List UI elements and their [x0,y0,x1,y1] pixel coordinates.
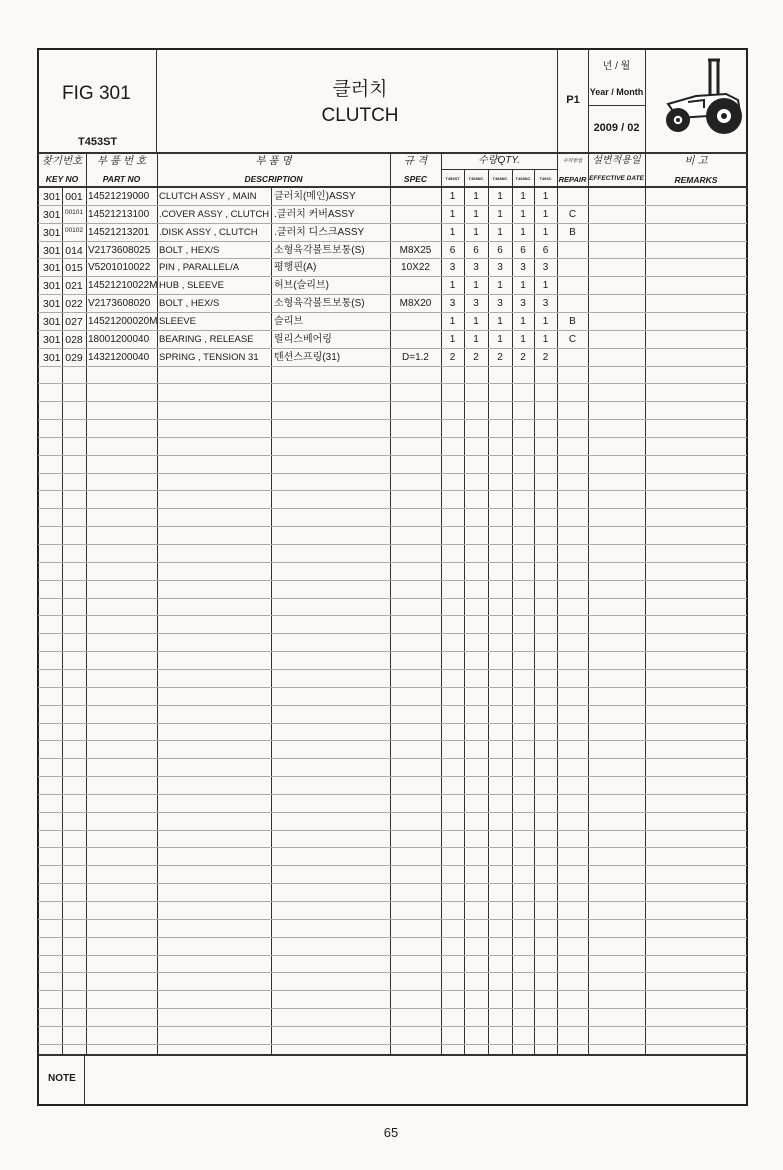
quantity: 1 [542,333,549,345]
quantity: 1 [497,333,503,345]
key-number: 015 [65,262,83,275]
description-english: SLEEVE [159,315,196,327]
row-rule [38,687,747,688]
row-rule [38,348,747,349]
row-rule [38,330,747,331]
quantity: 1 [449,280,456,292]
row-rule [38,901,747,902]
description-korean: 슬리브 [274,315,303,327]
quantity: 1 [497,226,503,238]
description-english: BOLT , HEX/S [159,244,220,256]
qty-model-3: T483NC [492,176,508,181]
key-number: 014 [65,244,83,257]
description-header-korean: 부 품 명 [255,155,292,167]
row-rule [38,312,747,313]
quantity: 2 [449,351,456,363]
part-number: 14321200040 [88,351,150,363]
row-rule [38,383,747,384]
key-number: 021 [65,280,83,293]
row-rule [38,258,747,259]
row-rule [38,615,747,616]
quantity: 3 [520,262,526,274]
repair-right-divider [588,49,589,1054]
description-english: BEARING , RELEASE [159,333,254,345]
part-number: 18001200040 [88,333,150,345]
row-rule [38,955,747,956]
quantity: 2 [473,351,479,363]
spec-header: SPEC [403,174,428,184]
quantity: 1 [473,333,479,345]
qty-right-divider [557,49,558,1054]
note-divider [84,1054,85,1105]
key-number: 028 [65,333,83,346]
row-rule [38,241,747,242]
description-korean: 클러치(메인)ASSY [274,191,356,202]
row-rule [38,294,747,295]
row-rule [38,883,747,884]
quantity: 3 [542,298,549,310]
column-divider [271,187,272,1054]
row-rule [38,633,747,634]
description-korean: 릴리스베어링 [274,333,332,345]
description-korean: 허브(슬리브) [274,280,329,292]
repair-code: C [568,333,577,345]
fig-number: 301 [43,244,61,257]
row-rule [38,508,747,509]
revision-date: 2009 / 02 [593,122,640,134]
description-korean: 소형육각볼트보통(S) [274,244,365,256]
quantity: 1 [449,208,456,220]
quantity: 1 [473,191,479,202]
quantity: 3 [449,262,456,274]
row-rule [38,794,747,795]
quantity: 1 [473,280,479,292]
row-rule [38,847,747,848]
fig-number: 301 [43,280,61,293]
quantity: 1 [449,226,456,238]
spec: M8X25 [399,244,432,256]
quantity: 1 [542,208,549,220]
quantity: 1 [520,191,526,202]
fig-number: 301 [43,262,61,275]
key-number: 022 [65,298,83,311]
row-rule [38,758,747,759]
quantity: 1 [542,280,549,292]
part-number: V2173608025 [88,244,151,256]
row-rule [38,223,747,224]
row-rule [38,865,747,866]
row-rule [38,830,747,831]
effective-date-header-korean: 설변적용일 [592,155,641,166]
row-rule [38,669,747,670]
description-korean: .클러치 디스크ASSY [274,226,365,238]
row-rule [38,455,747,456]
key-number: 00102 [64,226,84,234]
fig-number: 301 [43,333,61,346]
row-rule [38,1008,747,1009]
quantity: 1 [497,208,503,220]
row-rule [38,562,747,563]
quantity: 6 [449,244,456,256]
qty-model-1: T453ST [445,176,460,181]
key-number: 00101 [64,208,84,216]
spec: 10X22 [401,262,430,274]
repair-code: C [568,208,577,220]
key-number: 001 [65,191,83,203]
header-divider [156,49,157,152]
row-rule [38,740,747,741]
key-no-header-korean: 찾기번호 [41,155,83,167]
quantity: 1 [542,226,549,238]
parts-list-frame [37,48,748,1106]
effective-date-header: EFFECTIVE DATE [589,175,644,182]
quantity: 1 [520,208,526,220]
quantity: 2 [497,351,503,363]
note-top-rule [38,1054,747,1056]
quantity: 3 [497,298,503,310]
row-rule [38,812,747,813]
part-number: 14521219000 [88,191,150,202]
description-english: HUB , SLEEVE [159,280,224,292]
year-month-korean: 년 / 월 [602,61,631,72]
quantity: 1 [449,191,456,202]
row-rule [38,723,747,724]
part-number: 14521213100 [88,208,150,220]
repair-header-korean: 수리방법 [562,158,583,164]
quantity: 1 [473,226,479,238]
quantity: 1 [497,280,503,292]
fig-number: 301 [43,298,61,311]
row-rule [38,972,747,973]
quantity: 1 [449,315,456,327]
title-english: CLUTCH [321,105,399,126]
row-rule [38,401,747,402]
row-rule [38,919,747,920]
row-rule [38,776,747,777]
part-number: V2173608020 [88,298,151,310]
quantity: 1 [520,226,526,238]
date-divider [588,105,645,106]
quantity: 1 [542,315,549,327]
column-header-bottom-rule [38,186,747,188]
note-label: NOTE [48,1073,76,1084]
fig-number: 301 [43,351,61,364]
part-no-header-korean: 부 품 번 호 [96,155,147,167]
row-rule [38,473,747,474]
row-rule [38,544,747,545]
quantity: 1 [449,333,456,345]
remarks-header: REMARKS [674,175,718,185]
page-code: P1 [566,94,580,106]
part-number: 14521200020M [88,315,158,327]
quantity: 1 [520,280,526,292]
row-rule [38,526,747,527]
key-number: 029 [65,351,83,364]
spec: D=1.2 [402,351,429,363]
fig-number: 301 [43,191,61,203]
quantity: 3 [497,262,503,274]
header-bottom-rule [38,152,747,154]
repair-code: B [569,226,576,238]
fig-number: 301 [43,208,61,221]
row-rule [38,490,747,491]
quantity: 1 [542,191,549,202]
qty-model-2: T453NC [468,176,484,181]
quantity: 2 [520,351,526,363]
quantity: 1 [473,315,479,327]
spec: M8X20 [399,298,432,310]
description-korean: .클러치 커버ASSY [274,208,355,220]
key-number: 027 [65,315,83,328]
qty-subheader-rule [441,169,557,170]
quantity: 3 [473,298,479,310]
quantity: 6 [497,244,503,256]
description-english: PIN , PARALLEL/A [159,262,240,274]
model-code: T453ST [78,136,118,148]
fig-number: 301 [43,226,61,239]
row-rule [38,990,747,991]
quantity: 3 [473,262,479,274]
effective-right-divider [645,49,646,1054]
description-english: SPRING , TENSION 31 [159,351,259,363]
qty-header: 수량QTY. [478,155,520,166]
quantity: 1 [497,315,503,327]
description-english: CLUTCH ASSY , MAIN [159,191,257,202]
row-rule [38,276,747,277]
row-rule [38,580,747,581]
repair-header: REPAIR [558,175,587,184]
quantity: 6 [542,244,549,256]
quantity: 1 [473,208,479,220]
row-rule [38,598,747,599]
row-rule [38,366,747,367]
row-rule [38,419,747,420]
description-korean: 평행핀(A) [274,262,317,274]
part-number: 14521210022M [88,280,158,292]
column-divider [488,169,489,1054]
quantity: 6 [473,244,479,256]
year-month-english: Year / Month [589,87,644,97]
row-rule [38,651,747,652]
part-no-header: PART NO [102,174,141,184]
qty-model-4: T493NC [515,176,531,181]
row-rule [38,705,747,706]
key-no-header: KEY NO [45,174,79,184]
repair-code: B [569,315,576,327]
qty-model-5: T493C [539,176,552,181]
description-korean: 텐션스프링(31) [274,351,341,363]
quantity: 3 [542,262,549,274]
quantity: 1 [520,333,526,345]
description-english: BOLT , HEX/S [159,298,220,310]
quantity: 1 [497,191,503,202]
part-number: 14521213201 [88,226,150,238]
description-english: .DISK ASSY , CLUTCH [159,226,258,238]
quantity: 6 [520,244,526,256]
row-rule [38,937,747,938]
figure-number: FIG 301 [62,83,131,104]
part-number: V5201010022 [88,262,151,274]
quantity: 3 [449,298,456,310]
quantity: 2 [542,351,549,363]
description-korean: 소형육각볼트보통(S) [274,298,365,310]
quantity: 3 [520,298,526,310]
row-rule [38,437,747,438]
column-divider [464,169,465,1054]
remarks-header-korean: 비 고 [684,155,708,167]
spec-header-korean: 규 격 [403,155,428,167]
row-rule [38,1044,747,1045]
description-english: .COVER ASSY , CLUTCH [159,208,270,220]
page-number: 65 [383,1125,399,1140]
title-korean: 클러치 [332,79,388,100]
description-header: DESCRIPTION [244,174,303,184]
row-rule [38,205,747,206]
fig-number: 301 [43,315,61,328]
quantity: 1 [520,315,526,327]
row-rule [38,1026,747,1027]
tractor-icon [648,54,746,146]
